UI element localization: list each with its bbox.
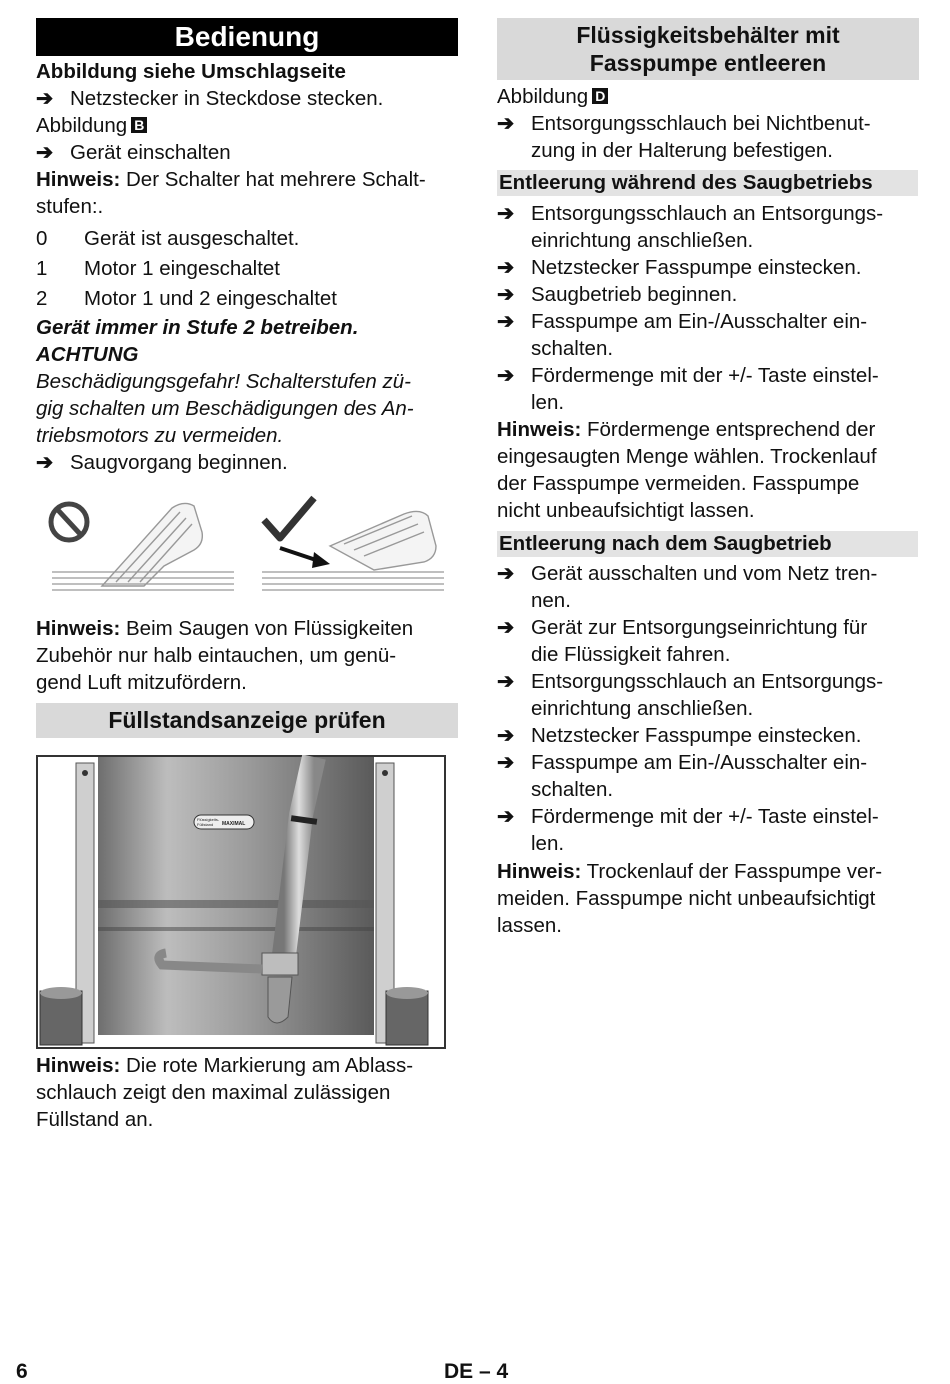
note-red-marking-cont: schlauch zeigt den maximal zulässigen	[36, 1081, 391, 1104]
warning-text: Beschädigungsgefahr! Schalterstufen zü-	[36, 370, 411, 393]
arrow-right-icon: ➔	[36, 87, 54, 110]
note-switch-stages: Hinweis: Der Schalter hat mehrere Schalt-	[36, 168, 426, 191]
arrow-right-icon: ➔	[497, 562, 515, 585]
checkmark-icon	[264, 498, 314, 538]
step-connect-hose-cont: einrichtung anschließen.	[531, 229, 754, 252]
step-connect-hose-2: ➔ Entsorgungsschlauch an Entsorgungs-	[497, 670, 884, 693]
svg-text:Füllstand: Füllstand	[197, 822, 214, 827]
direction-arrow-icon	[280, 548, 330, 568]
step-plug-in: ➔ Netzstecker in Steckdose stecken.	[36, 87, 384, 110]
step-hose-holder: ➔ Entsorgungsschlauch bei Nichtbenut-	[497, 112, 871, 135]
arrow-right-icon: ➔	[497, 256, 515, 279]
note-immersion-cont: Zubehör nur halb eintauchen, um genü-	[36, 644, 397, 667]
arrow-right-icon: ➔	[497, 724, 515, 747]
note-flow-rate-cont: nicht unbeaufsichtigt lassen.	[497, 499, 755, 522]
step-pump-switch-2-cont: schalten.	[531, 778, 614, 801]
step-plug-pump: ➔ Netzstecker Fasspumpe einstecken.	[497, 256, 862, 279]
step-pump-switch-cont: schalten.	[531, 337, 614, 360]
nozzle-immersion-illustration	[44, 492, 449, 602]
stage-row: 0 Gerät ist ausgeschaltet.	[36, 227, 300, 250]
step-connect-hose-2-cont: einrichtung anschließen.	[531, 697, 754, 720]
arrow-right-icon: ➔	[36, 451, 54, 474]
warning-text: gig schalten um Beschädigungen des An-	[36, 397, 414, 420]
step-start-suction: ➔ Saugbetrieb beginnen.	[497, 283, 738, 306]
arrow-right-icon: ➔	[36, 141, 54, 164]
note-dry-run-cont: meiden. Fasspumpe nicht unbeaufsichtigt	[497, 887, 876, 910]
arrow-right-icon: ➔	[497, 202, 515, 225]
step-move-device: ➔ Gerät zur Entsorgungseinrichtung für	[497, 616, 868, 639]
arrow-right-icon: ➔	[497, 751, 515, 774]
note-immersion: Hinweis: Beim Saugen von Flüssigkeiten	[36, 617, 414, 640]
arrow-right-icon: ➔	[497, 310, 515, 333]
step-flow-rate: ➔ Fördermenge mit der +/- Taste einstel-	[497, 364, 879, 387]
arrow-right-icon: ➔	[497, 283, 515, 306]
note-dry-run-cont: lassen.	[497, 914, 562, 937]
step-connect-hose: ➔ Entsorgungsschlauch an Entsorgungs-	[497, 202, 884, 225]
page-number: 6	[16, 1360, 28, 1383]
step-move-device-cont: die Flüssigkeit fahren.	[531, 643, 731, 666]
arrow-right-icon: ➔	[497, 805, 515, 828]
figure-reference-d: Abbildung D	[497, 85, 608, 109]
prohibited-icon	[51, 504, 87, 540]
intro-text: Abbildung siehe Umschlagseite	[36, 60, 346, 83]
section-heading-fill-level: Füllstandsanzeige prüfen	[36, 703, 458, 738]
section-heading-bedienung: Bedienung	[36, 18, 458, 56]
nozzle-deep-icon	[102, 503, 202, 586]
note-switch-stages-cont: stufen:.	[36, 195, 104, 218]
operating-instruction: Gerät immer in Stufe 2 betreiben.	[36, 316, 359, 339]
stage-row: 2 Motor 1 und 2 eingeschaltet	[36, 287, 337, 310]
step-start-suction: ➔ Saugvorgang beginnen.	[36, 451, 288, 474]
note-red-marking: Hinweis: Die rote Markierung am Ablass-	[36, 1054, 414, 1077]
note-immersion-cont: gend Luft mitzufördern.	[36, 671, 247, 694]
figure-badge-d: D	[592, 88, 608, 104]
section-heading-empty-tank: Flüssigkeitsbehälter mit Fasspumpe entleeren	[497, 18, 919, 80]
note-flow-rate-cont: eingesaugten Menge wählen. Trockenlauf	[497, 445, 877, 468]
note-dry-run: Hinweis: Trockenlauf der Fasspumpe ver-	[497, 860, 883, 883]
subheading-after-suction: Entleerung nach dem Saugbetrieb	[497, 531, 918, 557]
tank-body	[98, 757, 374, 1035]
warning-text: triebsmotors zu vermeiden.	[36, 424, 284, 447]
note-flow-rate: Hinweis: Fördermenge entsprechend der	[497, 418, 876, 441]
svg-text:MAXIMAL: MAXIMAL	[222, 821, 246, 827]
stage-row: 1 Motor 1 eingeschaltet	[36, 257, 281, 280]
step-flow-rate-2: ➔ Fördermenge mit der +/- Taste einstel-	[497, 805, 879, 828]
figure-reference-b: Abbildung B	[36, 114, 147, 138]
step-flow-rate-2-cont: len.	[531, 832, 565, 855]
step-switch-off: ➔ Gerät ausschalten und vom Netz tren-	[497, 562, 878, 585]
arrow-right-icon: ➔	[497, 364, 515, 387]
fill-level-sticker	[194, 815, 254, 829]
arrow-right-icon: ➔	[497, 112, 515, 135]
arrow-right-icon: ➔	[497, 616, 515, 639]
section-page-label: DE – 4	[444, 1360, 509, 1383]
subheading-during-suction: Entleerung während des Saugbetriebs	[497, 170, 918, 196]
liquid-surface-right	[262, 572, 444, 590]
step-pump-switch: ➔ Fasspumpe am Ein-/Ausschalter ein-	[497, 310, 868, 333]
note-flow-rate-cont: der Fasspumpe vermeiden. Fasspumpe	[497, 472, 860, 495]
achtung-label: ACHTUNG	[36, 343, 139, 366]
svg-text:Flüssigkeits-: Flüssigkeits-	[197, 817, 220, 822]
step-switch-on: ➔ Gerät einschalten	[36, 141, 231, 164]
step-hose-holder-cont: zung in der Halterung befestigen.	[531, 139, 834, 162]
note-red-marking-cont: Füllstand an.	[36, 1108, 154, 1131]
tank-fill-level-photo	[36, 755, 446, 1049]
step-pump-switch-2: ➔ Fasspumpe am Ein-/Ausschalter ein-	[497, 751, 868, 774]
arrow-right-icon: ➔	[497, 670, 515, 693]
step-switch-off-cont: nen.	[531, 589, 571, 612]
step-plug-pump-2: ➔ Netzstecker Fasspumpe einstecken.	[497, 724, 862, 747]
step-flow-rate-cont: len.	[531, 391, 565, 414]
nozzle-shallow-icon	[330, 511, 436, 570]
figure-badge-b: B	[131, 117, 147, 133]
